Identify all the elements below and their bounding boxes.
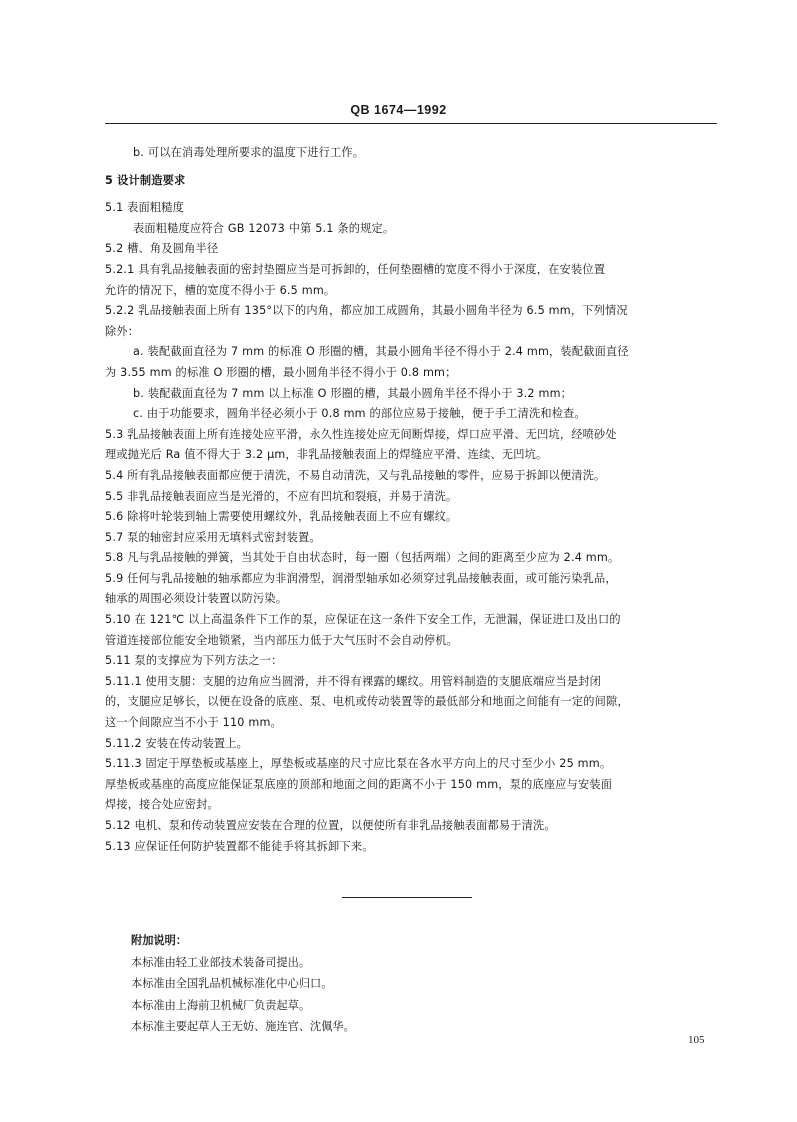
clause-5-11-1-line1: 5.11.1 使用支腿：支腿的边角应当圆滑，并不得有裸露的螺纹。用管料制造的支腿底端应当是封闭	[105, 674, 602, 688]
item-b-disinfection: b. 可以在消毒处理所要求的温度下进行工作。	[133, 146, 365, 159]
additional-notes	[131, 930, 631, 1038]
clause-5-11-3-line2: 厚垫板或基座的高度应能保证泵底座的顶部和地面之间的距离不小于 150 mm，泵的底座应与安装面	[105, 777, 613, 791]
clause-5-2-2-line1: 5.2.2 乳品接触表面上所有 135°以下的内角，都应加工成圆角，其最小圆角半径为 6.5 mm，下列情况	[105, 304, 628, 318]
page-number: 105	[688, 1034, 705, 1046]
item-c-function: c. 由于功能要求，圆角半径必须小于 0.8 mm 的部位应易于接触，便于手工清洗和检查。	[133, 407, 586, 421]
item-a-line2: 为 3.55 mm 的标准 O 形圈的槽，最小圆角半径不得小于 0.8 mm；	[105, 365, 457, 379]
main-content	[105, 143, 717, 857]
clause-5-2-1-line2: 允许的情况下，槽的宽度不得小于 6.5 mm。	[105, 283, 336, 297]
clause-5-2-title: 5.2 槽、角及圆角半径	[105, 242, 219, 256]
clause-5-9-line2: 轴承的周围必须设计装置以防污染。	[105, 592, 288, 606]
section-5-title: 5 设计制造要求	[105, 173, 186, 187]
clause-5-1-text: 表面粗糙度应符合 GB 12073 中第 5.1 条的规定。	[133, 221, 395, 235]
note-centralizer: 本标准由全国乳品机械标准化中心归口。	[131, 977, 333, 990]
clause-5-11-3-line1: 5.11.3 固定于厚垫板或基座上，厚垫板或基座的尺寸应比泵在各水平方向上的尺寸至少小 25 mm。	[105, 757, 612, 771]
standard-code-header: QB 1674—1992	[350, 103, 447, 117]
clause-5-11: 5.11 泵的支撑应为下列方法之一：	[105, 654, 283, 668]
clause-5-11-1-line2: 的，支腿应足够长，以便在设备的底座、泵、电机或传动装置等的最低部分和地面之间能有一定的间隙，	[105, 695, 629, 709]
clause-5-4: 5.4 所有乳品接触表面都应便于清洗，不易自动清洗，又与乳品接触的零件，应易于拆卸以便清洗。	[105, 468, 606, 482]
section-separator	[342, 897, 472, 898]
clause-5-6: 5.6 除将叶轮装到轴上需要使用螺纹外，乳品接触表面上不应有螺纹。	[105, 510, 458, 524]
clause-5-13: 5.13 应保证任何防护装置都不能徒手将其拆卸下来。	[105, 839, 374, 853]
notes-title: 附加说明：	[131, 934, 187, 947]
clause-5-7: 5.7 泵的轴密封应采用无填料式密封装置。	[105, 530, 321, 544]
clause-5-3-line1: 5.3 乳品接触表面上所有连接处应平滑，永久性连接处应无间断焊接，焊口应平滑、无凹坑，经喷砂处	[105, 427, 617, 441]
clause-5-11-3-line3: 焊接，接合处应密封。	[105, 798, 219, 812]
clause-5-10-line1: 5.10 在 121℃ 以上高温条件下工作的泵，应保证在这一条件下安全工作，无泄漏，保证进口及出口的	[105, 613, 621, 627]
note-authors: 本标准主要起草人王无妨、施连官、沈佩华。	[131, 1020, 355, 1033]
clause-5-2-1-line1: 5.2.1 具有乳品接触表面的密封垫圈应当是可拆卸的，任何垫圈槽的宽度不得小于深度，在安装位置	[105, 262, 606, 276]
clause-5-5: 5.5 非乳品接触表面应当是光滑的，不应有凹坑和裂痕，并易于清洗。	[105, 489, 458, 503]
note-proposer: 本标准由轻工业部技术装备司提出。	[131, 955, 311, 969]
clause-5-11-1-line3: 这一个间隙应当不小于 110 mm。	[105, 716, 282, 730]
clause-5-11-2: 5.11.2 安装在传动装置上。	[105, 736, 249, 750]
clause-5-8: 5.8 凡与乳品接触的弹簧，当其处于自由状态时，每一圈（包括两端）之间的距离至少应为 2.4 mm。	[105, 551, 620, 565]
clause-5-1-title: 5.1 表面粗糙度	[105, 201, 185, 215]
clause-5-10-line2: 管道连接部位能安全地锁紧，当内部压力低于大气压时不会自动停机。	[105, 633, 459, 647]
clause-5-2-2-line2: 除外：	[105, 324, 140, 338]
item-b-oring: b. 装配截面直径为 7 mm 以上标准 O 形圈的槽，其最小圆角半径不得小于 3.2 mm；	[133, 386, 573, 400]
item-a-line1: a. 装配截面直径为 7 mm 的标准 O 形圈的槽，其最小圆角半径不得小于 2.4 mm，装配截面直径	[133, 345, 629, 359]
note-drafter: 本标准由上海前卫机械厂负责起草。	[131, 998, 311, 1012]
clause-5-3-line2: 理或抛光后 Ra 值不得大于 3.2 μm，非乳品接触表面上的焊缝应平滑、连续、无凹坑。	[105, 448, 548, 462]
clause-5-9-line1: 5.9 任何与乳品接触的轴承都应为非润滑型，润滑型轴承如必须穿过乳品接触表面，或可能污染乳品，	[105, 571, 617, 585]
clause-5-12: 5.12 电机、泵和传动装置应安装在合理的位置，以便使所有非乳品接触表面都易于清洗。	[105, 819, 556, 832]
header-rule	[105, 123, 717, 124]
